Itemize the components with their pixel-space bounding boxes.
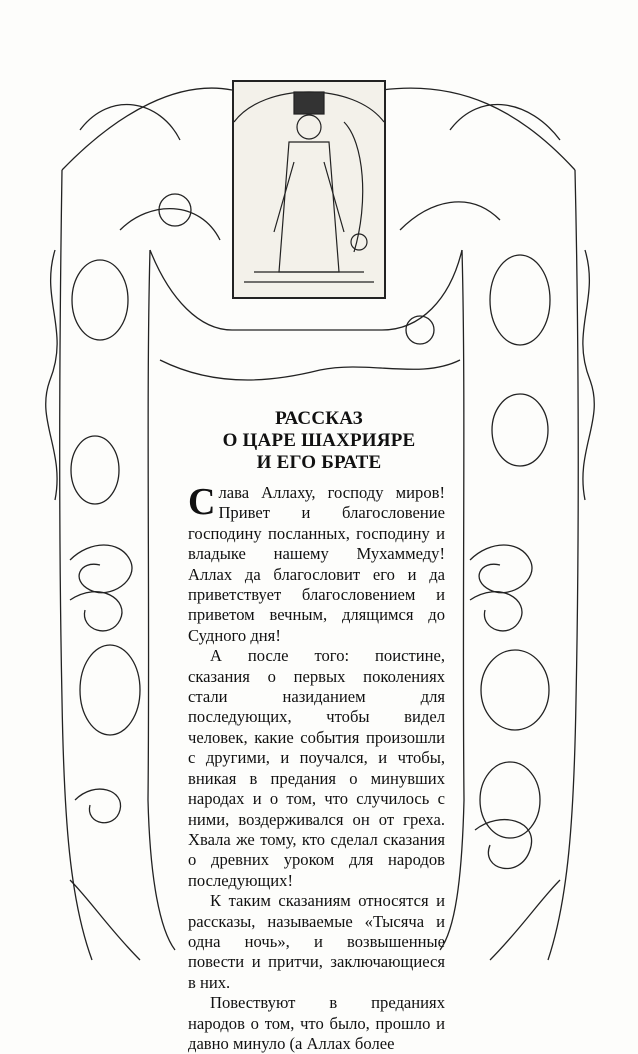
paragraph-3: К таким сказаниям относятся и рассказы, называемые «Тысяча и одна ночь», и возвышенные повести и притчи, заключающиеся в них. [188,891,445,992]
paragraph-4: Повествуют в преданиях народов о том, что было, прошло и давно минуло (а Аллах более [188,993,445,1053]
drop-cap: С [188,481,216,523]
story-text [188,483,445,1054]
sultan-figure-image [234,82,384,297]
right-border-line [548,170,578,960]
story-title [208,408,430,474]
portrait-illustration [232,80,386,299]
title-line-1: РАССКАЗ [275,408,363,429]
paragraph-1-text: лава Аллаху, господу миров! Привет и благословение господину посланных, господину и владыке нашему Мухаммеду! Аллах да благословит его и да приветствует благословением и приветом вечным, длящимся до Судного дня! [188,483,445,645]
title-line-3: И ЕГО БРАТЕ [256,452,382,473]
paragraph-1 [188,483,445,646]
paragraph-2: А после того: поистине, сказания о первых поколениях стали назиданием для последующих, чтобы видел человек, какие события произошли с другими, и поучался, и чтобы, вникая в предания о минувших народах и о том, что случилось с ними, воздерживался он от греха. Хвала же тому, кто сделал сказания о древних уроком для народов последующих! [188,646,445,890]
title-line-2: О ЦАРЕ ШАХРИЯРЕ [222,430,416,451]
